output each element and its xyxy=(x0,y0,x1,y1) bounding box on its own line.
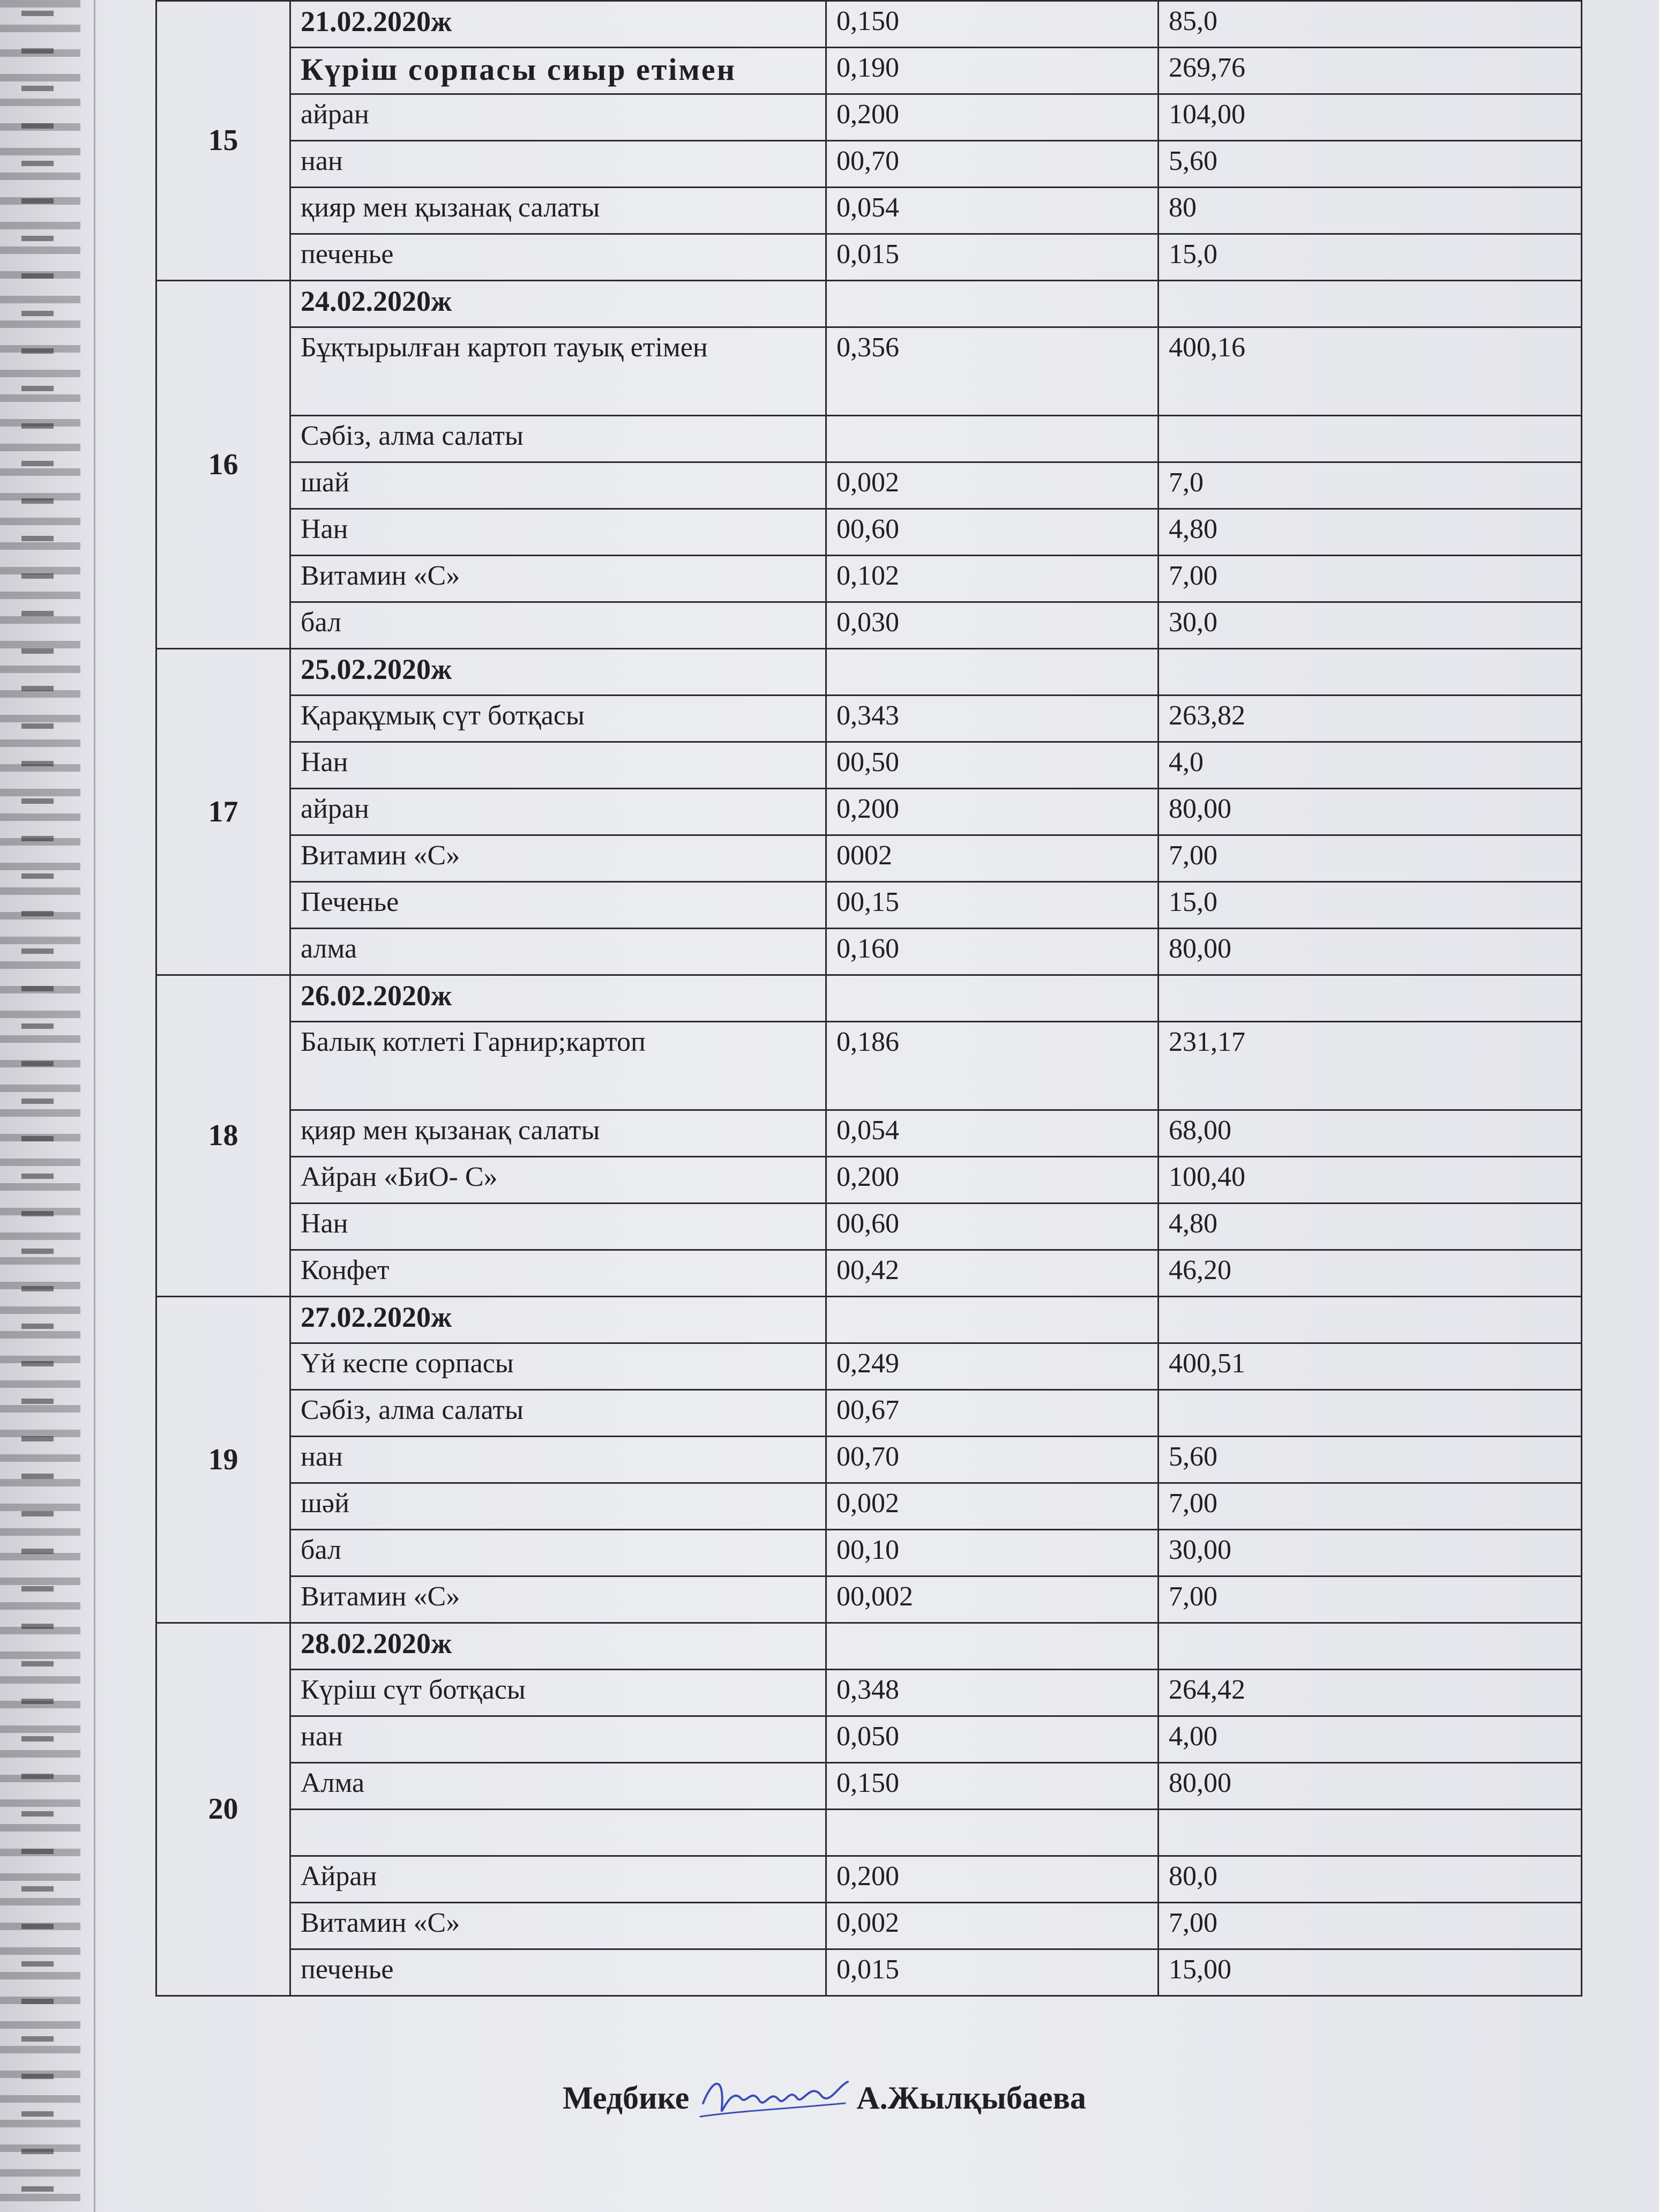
dish-name-cell: Нан xyxy=(290,1204,826,1250)
dish-name-cell: Сәбіз, алма салаты xyxy=(290,416,826,462)
date-qty-cell xyxy=(826,281,1159,327)
block-number: 18 xyxy=(156,975,290,1297)
dish-name-cell: бал xyxy=(290,602,826,649)
dish-name-cell: Айран xyxy=(290,1856,826,1903)
table-row xyxy=(156,1,1582,48)
price-cell: 4,80 xyxy=(1159,1204,1582,1250)
date-price-cell xyxy=(1159,975,1582,1022)
block-date: 28.02.2020ж xyxy=(290,1623,826,1670)
dish-name-cell: Қарақұмық сүт ботқасы xyxy=(290,696,826,742)
qty-cell: 0,160 xyxy=(826,929,1159,975)
price-cell: 80 xyxy=(1159,188,1582,234)
price-cell xyxy=(1159,416,1582,462)
qty-cell: 0,356 xyxy=(826,327,1159,416)
dish-name-cell: печенье xyxy=(290,1949,826,1996)
date-qty-cell xyxy=(826,1297,1159,1343)
table-row xyxy=(156,281,1582,327)
price-cell xyxy=(1159,1390,1582,1437)
table-row xyxy=(156,1343,1582,1390)
table-row xyxy=(156,1437,1582,1483)
table-row xyxy=(156,1110,1582,1157)
table-row xyxy=(156,1856,1582,1903)
signature-line xyxy=(563,2066,1086,2130)
date-qty-cell: 0,150 xyxy=(826,1,1159,48)
table-row xyxy=(156,1670,1582,1716)
table-row xyxy=(156,1022,1582,1110)
table-row xyxy=(156,1949,1582,1996)
qty-cell xyxy=(826,1810,1159,1856)
price-cell: 80,00 xyxy=(1159,789,1582,835)
qty-cell: 00,60 xyxy=(826,509,1159,556)
block-date: 27.02.2020ж xyxy=(290,1297,826,1343)
qty-cell: 00,10 xyxy=(826,1530,1159,1576)
qty-cell: 0,200 xyxy=(826,789,1159,835)
price-cell: 263,82 xyxy=(1159,696,1582,742)
signer-role: Медбике xyxy=(563,2080,690,2116)
table-row xyxy=(156,141,1582,188)
dish-name-cell: нан xyxy=(290,1437,826,1483)
dish-name-cell: Үй кеспе сорпасы xyxy=(290,1343,826,1390)
price-cell: 7,00 xyxy=(1159,1576,1582,1623)
block-date: 26.02.2020ж xyxy=(290,975,826,1022)
margin-line xyxy=(94,0,95,2212)
date-price-cell xyxy=(1159,1623,1582,1670)
block-date: 21.02.2020ж xyxy=(290,1,826,48)
table-row xyxy=(156,1157,1582,1204)
qty-cell: 0,348 xyxy=(826,1670,1159,1716)
qty-cell: 00,70 xyxy=(826,1437,1159,1483)
table-row xyxy=(156,1250,1582,1297)
qty-cell: 0,200 xyxy=(826,1856,1159,1903)
dish-name-cell: Нан xyxy=(290,742,826,789)
block-number: 16 xyxy=(156,281,290,649)
dish-name-cell: нан xyxy=(290,1716,826,1763)
dish-name-cell: шай xyxy=(290,462,826,509)
price-cell: 15,0 xyxy=(1159,234,1582,281)
price-cell: 30,0 xyxy=(1159,602,1582,649)
price-cell: 5,60 xyxy=(1159,141,1582,188)
table-row xyxy=(156,1204,1582,1250)
binding-marks-secondary xyxy=(21,0,54,2212)
qty-cell: 00,70 xyxy=(826,141,1159,188)
table-row xyxy=(156,188,1582,234)
table-row xyxy=(156,882,1582,929)
price-cell: 4,0 xyxy=(1159,742,1582,789)
dish-name-cell: айран xyxy=(290,94,826,141)
price-cell: 400,51 xyxy=(1159,1343,1582,1390)
table-row xyxy=(156,462,1582,509)
price-cell: 104,00 xyxy=(1159,94,1582,141)
price-cell: 4,00 xyxy=(1159,1716,1582,1763)
qty-cell: 00,50 xyxy=(826,742,1159,789)
price-cell: 80,00 xyxy=(1159,1763,1582,1810)
block-number: 17 xyxy=(156,649,290,975)
price-cell: 5,60 xyxy=(1159,1437,1582,1483)
table-row xyxy=(156,1810,1582,1856)
qty-cell: 0,190 xyxy=(826,48,1159,94)
price-cell: 15,00 xyxy=(1159,1949,1582,1996)
qty-cell: 00,15 xyxy=(826,882,1159,929)
dish-name-cell: Күріш сүт ботқасы xyxy=(290,1670,826,1716)
table-row xyxy=(156,1716,1582,1763)
qty-cell: 0,054 xyxy=(826,188,1159,234)
price-cell: 7,00 xyxy=(1159,835,1582,882)
table-row xyxy=(156,649,1582,696)
date-qty-cell xyxy=(826,975,1159,1022)
table-row xyxy=(156,1390,1582,1437)
qty-cell: 0,102 xyxy=(826,556,1159,602)
dish-name-cell: Алма xyxy=(290,1763,826,1810)
qty-cell: 0,015 xyxy=(826,234,1159,281)
dish-name-cell: қияр мен қызанақ салаты xyxy=(290,1110,826,1157)
date-qty-cell xyxy=(826,649,1159,696)
qty-cell: 00,60 xyxy=(826,1204,1159,1250)
qty-cell: 0,200 xyxy=(826,1157,1159,1204)
qty-cell: 0,150 xyxy=(826,1763,1159,1810)
menu-table-body xyxy=(156,1,1582,1996)
price-cell: 264,42 xyxy=(1159,1670,1582,1716)
signer-name: А.Жылқыбаева xyxy=(856,2080,1086,2116)
table-row xyxy=(156,789,1582,835)
price-cell: 7,0 xyxy=(1159,462,1582,509)
table-row xyxy=(156,696,1582,742)
table-row xyxy=(156,509,1582,556)
dish-name-cell xyxy=(290,1810,826,1856)
qty-cell: 0,015 xyxy=(826,1949,1159,1996)
table-row xyxy=(156,416,1582,462)
qty-cell: 00,002 xyxy=(826,1576,1159,1623)
qty-cell: 0,030 xyxy=(826,602,1159,649)
qty-cell: 0002 xyxy=(826,835,1159,882)
date-qty-cell xyxy=(826,1623,1159,1670)
qty-cell xyxy=(826,416,1159,462)
dish-name-cell: Сәбіз, алма салаты xyxy=(290,1390,826,1437)
table-row xyxy=(156,1483,1582,1530)
table-row xyxy=(156,975,1582,1022)
dish-name-cell: Балық котлеті Гарнир;картоп xyxy=(290,1022,826,1110)
dish-name-cell: шәй xyxy=(290,1483,826,1530)
qty-cell: 0,050 xyxy=(826,1716,1159,1763)
block-number: 20 xyxy=(156,1623,290,1996)
table-row xyxy=(156,556,1582,602)
qty-cell: 0,186 xyxy=(826,1022,1159,1110)
price-cell: 400,16 xyxy=(1159,327,1582,416)
price-cell: 68,00 xyxy=(1159,1110,1582,1157)
dish-name-cell: Печенье xyxy=(290,882,826,929)
dish-name-cell: нан xyxy=(290,141,826,188)
qty-cell: 0,002 xyxy=(826,1483,1159,1530)
table-row xyxy=(156,835,1582,882)
qty-cell: 0,002 xyxy=(826,1903,1159,1949)
table-row xyxy=(156,1763,1582,1810)
table-row xyxy=(156,1903,1582,1949)
price-cell: 7,00 xyxy=(1159,556,1582,602)
price-cell xyxy=(1159,1810,1582,1856)
dish-name-cell: печенье xyxy=(290,234,826,281)
dish-name-cell: Күріш сорпасы сиыр етімен xyxy=(290,48,826,94)
price-cell: 7,00 xyxy=(1159,1483,1582,1530)
dish-name-cell: алма xyxy=(290,929,826,975)
block-date: 25.02.2020ж xyxy=(290,649,826,696)
qty-cell: 0,002 xyxy=(826,462,1159,509)
price-cell: 100,40 xyxy=(1159,1157,1582,1204)
price-cell: 4,80 xyxy=(1159,509,1582,556)
block-date: 24.02.2020ж xyxy=(290,281,826,327)
menu-table xyxy=(155,0,1582,1997)
table-row xyxy=(156,327,1582,416)
dish-name-cell: Витамин «С» xyxy=(290,1576,826,1623)
qty-cell: 0,249 xyxy=(826,1343,1159,1390)
table-row xyxy=(156,1530,1582,1576)
date-price-cell: 85,0 xyxy=(1159,1,1582,48)
price-cell: 231,17 xyxy=(1159,1022,1582,1110)
dish-name-cell: айран xyxy=(290,789,826,835)
table-row xyxy=(156,234,1582,281)
table-row xyxy=(156,929,1582,975)
qty-cell: 00,67 xyxy=(826,1390,1159,1437)
qty-cell: 0,200 xyxy=(826,94,1159,141)
table-row xyxy=(156,1297,1582,1343)
dish-name-cell: Витамин «С» xyxy=(290,835,826,882)
table-row xyxy=(156,94,1582,141)
date-price-cell xyxy=(1159,1297,1582,1343)
qty-cell: 0,343 xyxy=(826,696,1159,742)
block-number: 19 xyxy=(156,1297,290,1623)
table-row xyxy=(156,1623,1582,1670)
price-cell: 30,00 xyxy=(1159,1530,1582,1576)
dish-name-cell: Витамин «С» xyxy=(290,556,826,602)
price-cell: 80,00 xyxy=(1159,929,1582,975)
table-row xyxy=(156,602,1582,649)
price-cell: 269,76 xyxy=(1159,48,1582,94)
table-row xyxy=(156,48,1582,94)
dish-name-cell: қияр мен қызанақ салаты xyxy=(290,188,826,234)
price-cell: 15,0 xyxy=(1159,882,1582,929)
dish-name-cell: Витамин «С» xyxy=(290,1903,826,1949)
dish-name-cell: бал xyxy=(290,1530,826,1576)
qty-cell: 00,42 xyxy=(826,1250,1159,1297)
price-cell: 46,20 xyxy=(1159,1250,1582,1297)
handwritten-signature xyxy=(692,2066,853,2130)
price-cell: 7,00 xyxy=(1159,1903,1582,1949)
qty-cell: 0,054 xyxy=(826,1110,1159,1157)
table-row xyxy=(156,742,1582,789)
dish-name-cell: Айран «БиО- С» xyxy=(290,1157,826,1204)
block-number: 15 xyxy=(156,1,290,281)
price-cell: 80,0 xyxy=(1159,1856,1582,1903)
dish-name-cell: Бұқтырылған картоп тауық етімен xyxy=(290,327,826,416)
date-price-cell xyxy=(1159,281,1582,327)
table-row xyxy=(156,1576,1582,1623)
dish-name-cell: Нан xyxy=(290,509,826,556)
date-price-cell xyxy=(1159,649,1582,696)
dish-name-cell: Конфет xyxy=(290,1250,826,1297)
